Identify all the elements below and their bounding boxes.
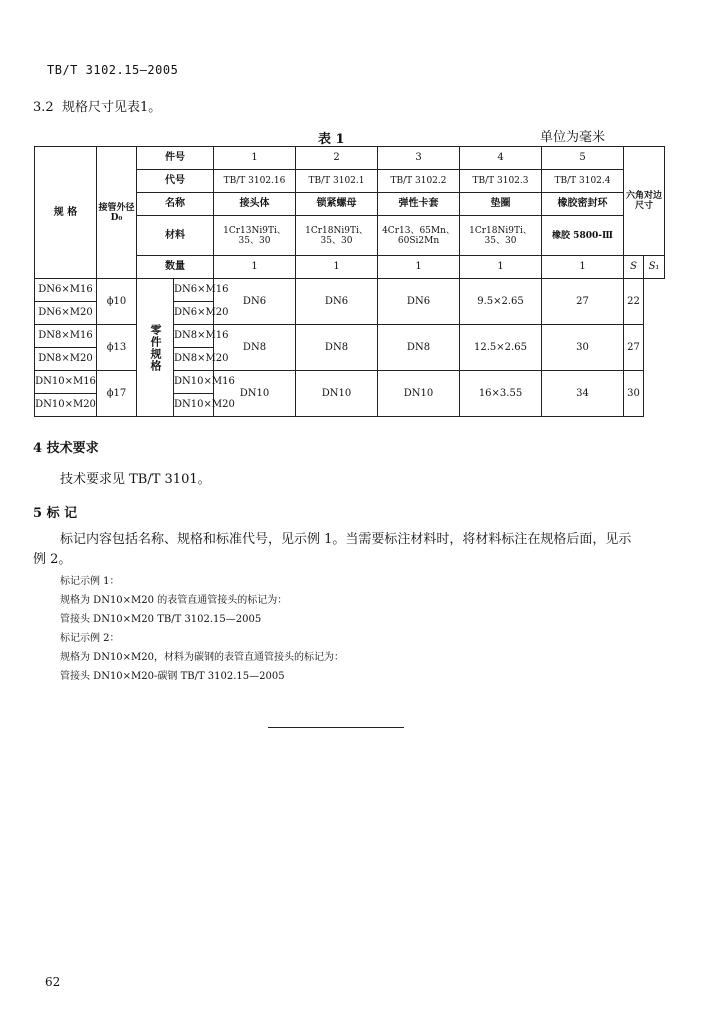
example-line: 规格为 DN10×M20 的表管直通管接头的标记为：: [60, 595, 288, 606]
document-header-code: TB/T 3102.15—2005: [47, 63, 179, 77]
s1-header: S₁: [644, 256, 665, 279]
example-line: 管接头 DN10×M20-碳钢 TB/T 3102.15—2005: [60, 671, 285, 682]
code-cell: TB/T 3102.2: [378, 170, 460, 193]
material-label: 材料: [137, 216, 214, 256]
example-line: 标记示例 1：: [60, 576, 120, 587]
col4-cell: DN10: [378, 371, 460, 417]
s-cell: 27: [542, 279, 624, 325]
qty-cell: 1: [460, 256, 542, 279]
qty-cell: 1: [542, 256, 624, 279]
spec-cell: DN8×M16: [35, 325, 97, 348]
part-spec-label: 零件规格: [137, 279, 174, 417]
spec-cell: DN10×M16: [35, 371, 97, 394]
part-spec-cell: DN6×M16: [174, 279, 214, 302]
name-cell: 锁紧螺母: [296, 193, 378, 216]
code-cell: TB/T 3102.4: [542, 170, 624, 193]
s-header: S: [624, 256, 644, 279]
table-unit: 单位为毫米: [540, 130, 606, 145]
part-no-cell: 3: [378, 147, 460, 170]
section-5-heading: 5 标 记: [33, 506, 78, 521]
hex-header: 六角对边尺寸: [624, 147, 665, 256]
spec-cell: DN8×M20: [35, 348, 97, 371]
material-cell: 4Cr13、65Mn、60Si2Mn: [378, 216, 460, 256]
spec-cell: DN10×M20: [35, 394, 97, 417]
section-number: 3.2: [33, 100, 54, 115]
col4-cell: DN8: [378, 325, 460, 371]
part-spec-cell: DN10×M20: [174, 394, 214, 417]
section-4-text: 技术要求见 TB/T 3101。: [60, 472, 211, 487]
example-line: 标记示例 2：: [60, 633, 120, 644]
name-cell: 弹性卡套: [378, 193, 460, 216]
col3-cell: DN8: [296, 325, 378, 371]
s1-cell: 22: [624, 279, 644, 325]
spec-table: [34, 146, 665, 417]
s-cell: 34: [542, 371, 624, 417]
example-line: 管接头 DN10×M20 TB/T 3102.15—2005: [60, 614, 262, 625]
col5-cell: 9.5×2.65: [460, 279, 542, 325]
qty-label: 数量: [137, 256, 214, 279]
name-cell: 垫圈: [460, 193, 542, 216]
col4-cell: DN6: [378, 279, 460, 325]
od-cell: ϕ13: [97, 325, 137, 371]
col5-cell: 12.5×2.65: [460, 325, 542, 371]
qty-cell: 1: [378, 256, 460, 279]
qty-cell: 1: [214, 256, 296, 279]
s1-cell: 30: [624, 371, 644, 417]
page-number: 62: [45, 975, 61, 989]
part-no-cell: 5: [542, 147, 624, 170]
section-4-heading: 4 技术要求: [33, 441, 99, 456]
section-3-2: [33, 96, 161, 115]
section-text: 规格尺寸见表1。: [61, 100, 162, 115]
name-cell: 橡胶密封环: [542, 193, 624, 216]
od-cell: ϕ10: [97, 279, 137, 325]
material-cell: 1Cr18Ni9Ti、35、30: [296, 216, 378, 256]
od-cell: ϕ17: [97, 371, 137, 417]
table-caption: 表 1: [318, 132, 345, 147]
spec-cell: DN6×M16: [35, 279, 97, 302]
name-label: 名称: [137, 193, 214, 216]
code-cell: TB/T 3102.16: [214, 170, 296, 193]
s-cell: 30: [542, 325, 624, 371]
section-5-text: 标记内容包括名称、规格和标准代号，见示例 1。当需要标注材料时，将材料标注在规格后面，见示例 2。: [33, 532, 632, 567]
col3-cell: DN10: [296, 371, 378, 417]
material-cell: 1Cr18Ni9Ti、35、30: [460, 216, 542, 256]
col2-cell: DN8: [214, 325, 296, 371]
part-no-cell: 4: [460, 147, 542, 170]
code-cell: TB/T 3102.3: [460, 170, 542, 193]
name-cell: 接头体: [214, 193, 296, 216]
od-header: 接管外径 D₀: [97, 147, 137, 279]
code-label: 代号: [137, 170, 214, 193]
col2-cell: DN6: [214, 279, 296, 325]
part-no-cell: 2: [296, 147, 378, 170]
s1-cell: 27: [624, 325, 644, 371]
part-spec-cell: DN8×M20: [174, 348, 214, 371]
end-rule: [268, 727, 404, 728]
part-no-cell: 1: [214, 147, 296, 170]
part-spec-cell: DN10×M16: [174, 371, 214, 394]
material-cell: 1Cr13Ni9Ti、35、30: [214, 216, 296, 256]
qty-cell: 1: [296, 256, 378, 279]
col5-cell: 16×3.55: [460, 371, 542, 417]
part-no-label: 件号: [137, 147, 214, 170]
col2-cell: DN10: [214, 371, 296, 417]
code-cell: TB/T 3102.1: [296, 170, 378, 193]
col3-cell: DN6: [296, 279, 378, 325]
part-spec-cell: DN8×M16: [174, 325, 214, 348]
spec-header: 规 格: [35, 147, 97, 279]
part-spec-cell: DN6×M20: [174, 302, 214, 325]
material-cell: 橡胶 5800-Ⅲ: [542, 216, 624, 256]
spec-cell: DN6×M20: [35, 302, 97, 325]
example-line: 规格为 DN10×M20，材料为碳钢的表管直通管接头的标记为：: [60, 652, 345, 663]
